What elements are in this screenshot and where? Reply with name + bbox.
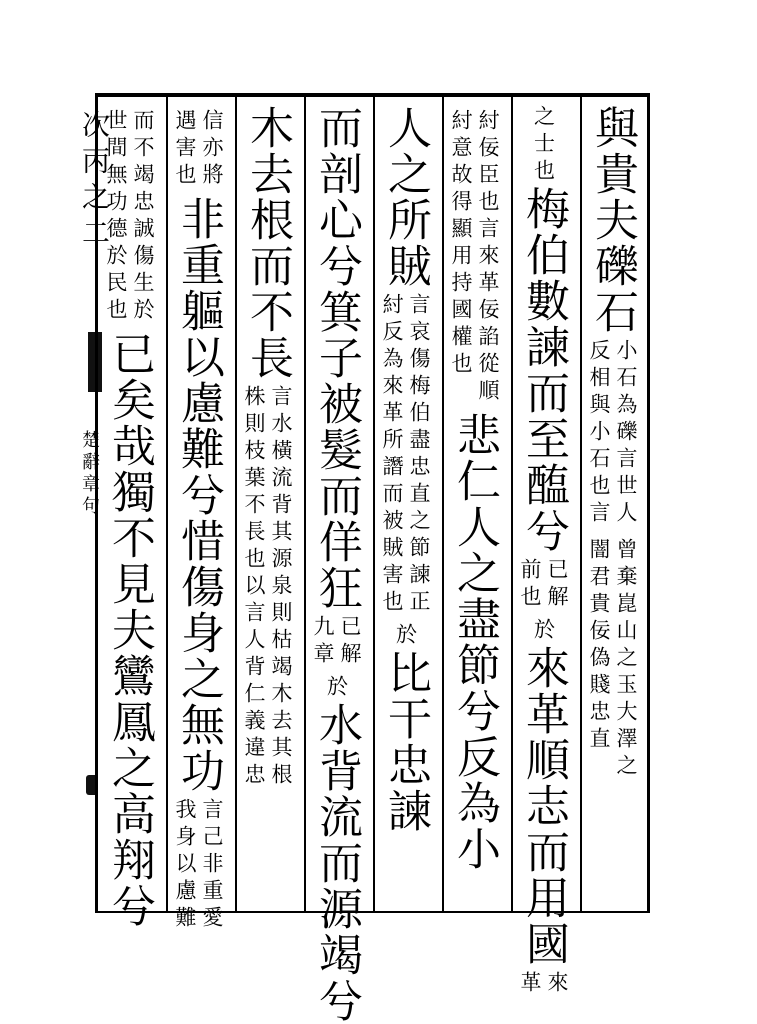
text-column-3 <box>441 105 507 872</box>
small-text: 於 <box>324 675 349 702</box>
main-text: 水背流而源竭兮 <box>311 702 362 1024</box>
annotation-line-left: 九章 <box>311 615 335 669</box>
text-frame <box>95 93 650 1024</box>
small-text: 於 <box>393 623 418 650</box>
main-text-block <box>311 105 362 611</box>
main-text-block <box>173 196 224 794</box>
small-text-block <box>533 105 554 186</box>
annotation-line-right: 紂佞臣也言來革佞諂從順 <box>476 109 500 406</box>
main-text-block <box>311 702 362 1024</box>
annotation-block <box>588 339 636 528</box>
annotation-block <box>312 615 360 669</box>
text-column-6 <box>234 105 300 796</box>
annotation-block <box>243 385 291 790</box>
main-text: 梅伯數諫而至醢兮 <box>518 186 569 554</box>
small-text: 之士也 <box>531 105 556 186</box>
main-text: 比干忠諫 <box>380 650 431 834</box>
small-text-block <box>533 618 554 645</box>
small-text-block <box>395 623 416 650</box>
annotation-line-left: 前也 <box>518 558 542 612</box>
text-column-5 <box>303 105 369 1024</box>
main-text-block <box>518 645 569 967</box>
main-text: 非重軀以慮難兮惜傷身之無功 <box>173 196 224 794</box>
main-text: 與貴夫礫石 <box>587 105 638 335</box>
main-text: 人之所賊 <box>380 105 431 289</box>
annotation-line-left: 反相與小石也言 <box>587 339 611 528</box>
annotation-block <box>450 109 498 406</box>
annotation-line-left: 紂意故得顯用持國權也 <box>449 109 473 379</box>
annotation-line-left: 株則枝葉不長也以言人背仁義違忠 <box>242 385 266 790</box>
main-text: 木去根而不長 <box>242 105 293 381</box>
annotation-line-left: 革 <box>518 971 542 998</box>
main-text-block <box>449 412 500 872</box>
main-text: 悲仁人之盡節兮反為小 <box>449 412 500 872</box>
annotation-line-left: 紂反為來革所譖而被賊害也 <box>380 293 404 617</box>
annotation-line-right: 已解 <box>338 615 362 669</box>
main-text-block <box>587 105 638 335</box>
annotation-block <box>174 798 222 933</box>
annotation-line-left: 遇害也 <box>173 109 197 190</box>
margin-book-title: 楚辭章句 <box>79 430 100 518</box>
annotation-line-left: 世間無功德於民也 <box>104 109 128 325</box>
main-text-block <box>380 105 431 289</box>
main-text-block <box>518 186 569 554</box>
annotation-line-right: 而不竭忠誠傷生於 <box>131 109 155 325</box>
annotation-line-right: 信亦將 <box>200 109 224 190</box>
annotation-block <box>519 558 567 612</box>
annotation-line-right: 言水橫流背其源泉則枯竭木去其根 <box>269 385 293 790</box>
annotation-line-right: 來 <box>545 971 569 998</box>
small-text-block <box>326 675 347 702</box>
text-column-7 <box>165 105 231 939</box>
text-column-8 <box>96 105 162 929</box>
small-text: 於 <box>531 618 556 645</box>
annotation-block <box>519 971 567 998</box>
annotation-line-right: 言哀傷梅伯盡忠直之節諫正 <box>407 293 431 617</box>
annotation-block <box>174 109 222 190</box>
text-column-2 <box>510 105 576 1004</box>
main-text-block <box>104 331 155 929</box>
annotation-line-left: 我身以慮難 <box>173 798 197 933</box>
annotation-line-right: 已解 <box>545 558 569 612</box>
annotation-line-right: 曾棄崑山之玉大澤之 <box>614 538 638 781</box>
margin-header-text: 次丙之二 <box>78 110 111 254</box>
annotation-block <box>105 109 153 325</box>
text-column-4 <box>372 105 438 834</box>
annotation-line-right: 小石為礫言世人 <box>614 339 638 528</box>
main-text: 已矣哉獨不見夫鸞鳳之高翔兮 <box>104 331 155 929</box>
annotation-line-left: 闇君貴佞偽賤忠直 <box>587 538 611 754</box>
main-text-block <box>242 105 293 381</box>
annotation-line-right: 言己非重愛 <box>200 798 224 933</box>
main-text: 而剖心兮箕子被髮而佯狂 <box>311 105 362 611</box>
annotation-block <box>588 538 636 781</box>
text-column-1 <box>579 105 645 787</box>
main-text-block <box>380 650 431 834</box>
annotation-block <box>381 293 429 617</box>
main-text: 來革順志而用國 <box>518 645 569 967</box>
